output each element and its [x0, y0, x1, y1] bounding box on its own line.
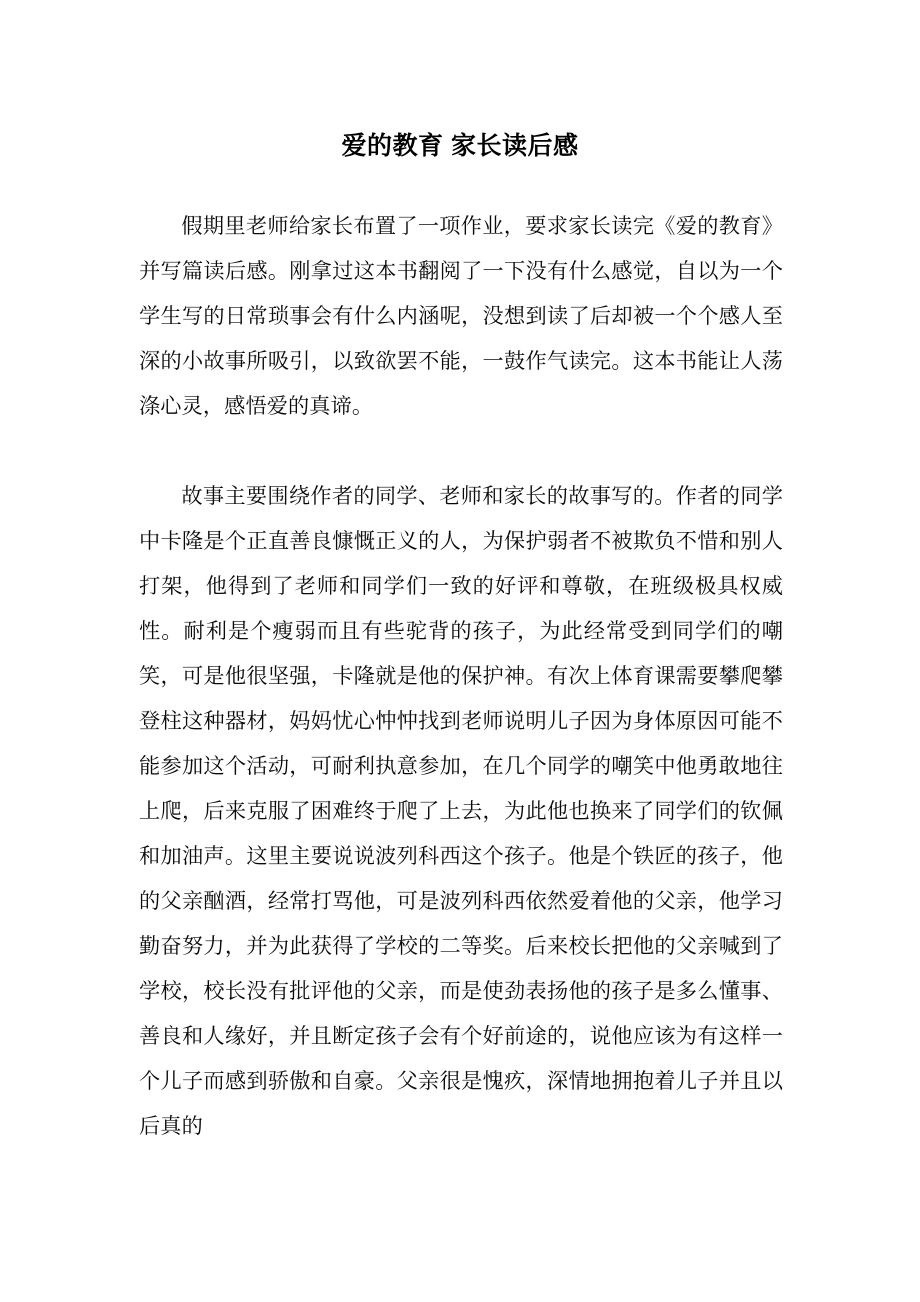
page-title: 爱的教育 家长读后感 [341, 131, 579, 160]
document-body [139, 204, 783, 1149]
body-paragraph: 假期里老师给家长布置了一项作业，要求家长读完《爱的教育》并写篇读后感。刚拿过这本书翻阅了一下没有什么感觉，自以为一个学生写的日常琐事会有什么内涵呢，没想到读了后却被一个个感人至深的小故事所吸引，以致欲罢不能，一鼓作气读完。这本书能让人荡涤心灵，感悟爱的真谛。 [139, 214, 783, 418]
body-paragraph: 故事主要围绕作者的同学、老师和家长的故事写的。作者的同学中卡隆是个正直善良慷慨正义的人，为保护弱者不被欺负不惜和别人打架，他得到了老师和同学们一致的好评和尊敬，在班级极具权威性。耐利是个瘦弱而且有些驼背的孩子，为此经常受到同学们的嘲笑，可是他很坚强，卡隆就是他的保护神。有次上体育课需要攀爬攀登柱这种器材，妈妈忧心忡忡找到老师说明儿子因为身体原因可能不能参加这个活动，可耐利执意参加，在几个同学的嘲笑中他勇敢地往上爬，后来克服了困难终于爬了上去，为此他也换来了同学们的钦佩和加油声。这里主要说说波列科西这个孩子。他是个铁匠的孩子，他的父亲酗酒，经常打骂他，可是波列科西依然爱着他的父亲，他学习勤奋努力，并为此获得了学校的二等奖。后来校长把他的父亲喊到了学校，校长没有批评他的父亲，而是使劲表扬他的孩子是多么懂事、善良和人缘好，并且断定孩子会有个好前途的，说他应该为有这样一个儿子而感到骄傲和自豪。父亲很是愧疚，深情地拥抱着儿子并且以后真的 [139, 484, 783, 1138]
